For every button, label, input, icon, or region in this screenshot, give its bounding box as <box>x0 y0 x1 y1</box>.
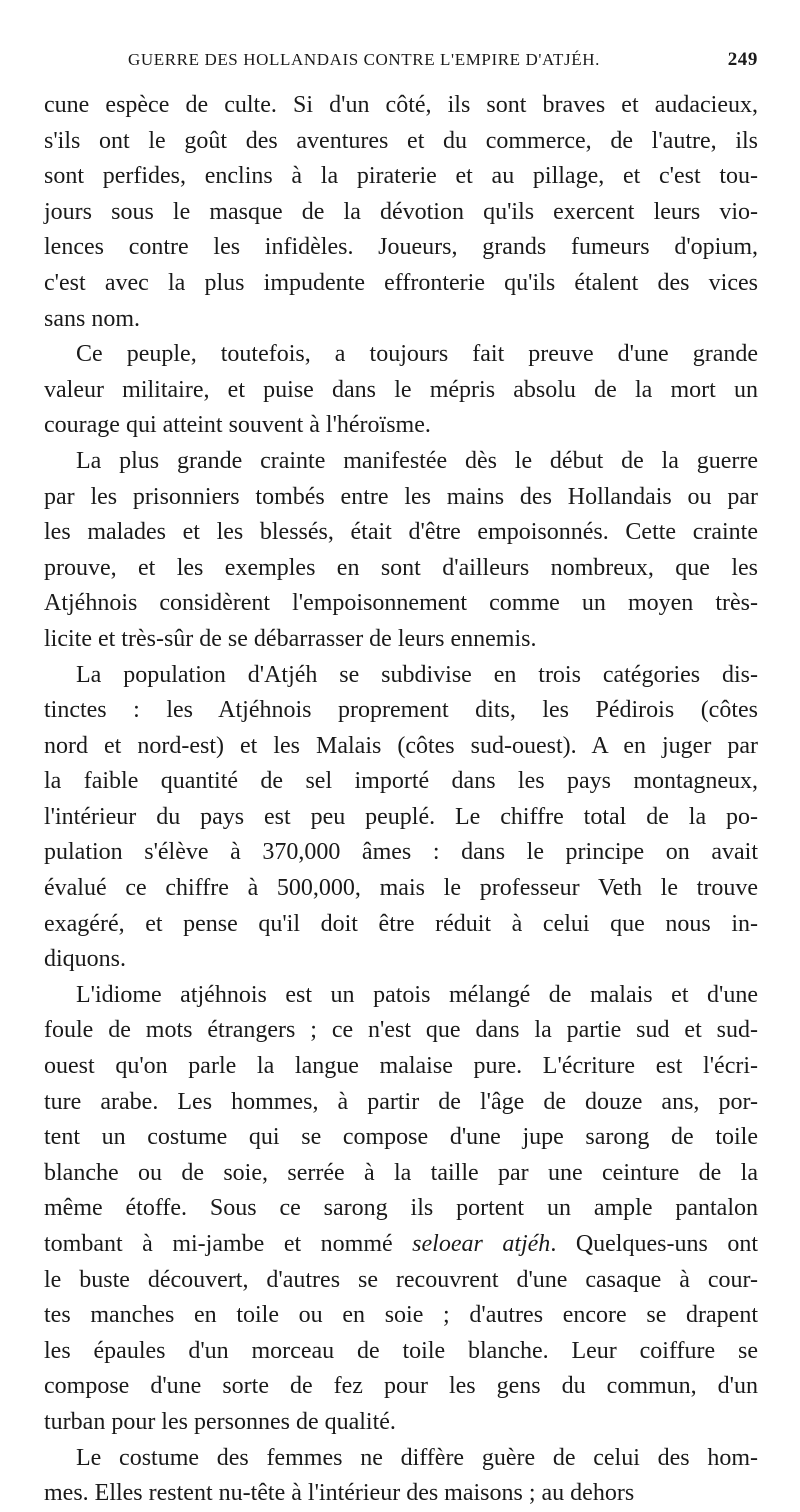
text-line: La plus grande crainte manifestée dès le début de la guerre <box>76 447 758 474</box>
text-line: pulation s'élève à 370,000 âmes : dans le principe on avait <box>44 839 758 866</box>
text-line: évalué ce chiffre à 500,000, mais le professeur Veth le trouve <box>44 875 758 902</box>
text-line: même étoffe. Sous ce sarong ils portent un ample pantalon <box>44 1195 758 1222</box>
running-title: GUERRE DES HOLLANDAIS CONTRE L'EMPIRE D'ATJÉH. <box>128 50 600 69</box>
page-number: 249 <box>727 49 758 70</box>
text-line: tinctes : les Atjéhnois proprement dits, les Pédirois (côtes <box>44 697 758 724</box>
text-line: diquons. <box>44 946 127 973</box>
text-line: ture arabe. Les hommes, à partir de l'âge de douze ans, por- <box>44 1088 758 1115</box>
text-line: Atjéhnois considèrent l'empoisonnement comme un moyen très- <box>44 590 758 617</box>
text-line: le buste découvert, d'autres se recouvrent d'une casaque à cour- <box>44 1266 758 1293</box>
text-line: licite et très-sûr de se débarrasser de leurs ennemis. <box>44 625 537 652</box>
text-line: lences contre les infidèles. Joueurs, grands fumeurs d'opium, <box>44 234 758 261</box>
paragraph <box>44 978 758 1441</box>
text-line: tent un costume qui se compose d'une jupe sarong de toile <box>44 1124 758 1151</box>
text-line: s'ils ont le goût des aventures et du commerce, de l'autre, ils <box>44 127 758 154</box>
text-line: par les prisonniers tombés entre les mains des Hollandais ou par <box>44 483 758 510</box>
document-page <box>44 40 758 1507</box>
text-line: nord et nord-est) et les Malais (côtes sud-ouest). A en juger par <box>44 732 758 759</box>
text-line: jours sous le masque de la dévotion qu'ils exercent leurs vio- <box>44 198 758 225</box>
text-line: blanche ou de soie, serrée à la taille par une ceinture de la <box>44 1159 758 1186</box>
body-text <box>44 88 758 1512</box>
paragraph <box>44 658 758 978</box>
text-line: exagéré, et pense qu'il doit être réduit à celui que nous in- <box>44 910 758 937</box>
text-line: L'idiome atjéhnois est un patois mélangé de malais et d'une <box>76 981 758 1008</box>
text-line: courage qui atteint souvent à l'héroïsme. <box>44 412 431 439</box>
text-line: l'intérieur du pays est peu peuplé. Le chiffre total de la po- <box>44 803 758 830</box>
italic-term: seloear atjéh <box>412 1231 551 1257</box>
text-line: valeur militaire, et puise dans le mépris absolu de la mort un <box>44 376 758 403</box>
text-line: sont perfides, enclins à la piraterie et au pillage, et c'est tou- <box>44 163 758 190</box>
text-line: compose d'une sorte de fez pour les gens du commun, d'un <box>44 1373 758 1400</box>
text-line: Ce peuple, toutefois, a toujours fait preuve d'une grande <box>76 341 758 368</box>
text-line: Le costume des femmes ne diffère guère de celui des hom- <box>76 1444 758 1471</box>
text-line: prouve, et les exemples en sont d'ailleurs nombreux, que les <box>44 554 758 581</box>
text-line: turban pour les personnes de qualité. <box>44 1408 396 1435</box>
text-line: c'est avec la plus impudente effronterie qu'ils étalent des vices <box>44 269 758 296</box>
paragraph <box>44 1441 758 1512</box>
text-line <box>44 1227 758 1263</box>
text-line: les épaules d'un morceau de toile blanche. Leur coiffure se <box>44 1337 758 1364</box>
text-line: mes. Elles restent nu-tête à l'intérieur des maisons ; au dehors <box>44 1480 635 1507</box>
text-line: tes manches en toile ou en soie ; d'autres encore se drapent <box>44 1302 758 1329</box>
paragraph <box>44 88 758 337</box>
text-line: la faible quantité de sel importé dans les pays montagneux, <box>44 768 758 795</box>
text-line: cune espèce de culte. Si d'un côté, ils sont braves et audacieux, <box>44 92 758 118</box>
text-line: foule de mots étrangers ; ce n'est que dans la partie sud et sud- <box>44 1017 758 1044</box>
text-line: La population d'Atjéh se subdivise en trois catégories dis- <box>76 661 758 688</box>
paragraph <box>44 444 758 658</box>
text-line: ouest qu'on parle la langue malaise pure. L'écriture est l'écri- <box>44 1053 758 1080</box>
running-head <box>44 40 758 80</box>
text-line: sans nom. <box>44 305 140 332</box>
text-segment: . Quelques-uns ont <box>550 1231 758 1257</box>
paragraph <box>44 337 758 444</box>
text-segment: tombant à mi-jambe et nommé <box>44 1231 413 1257</box>
text-line: les malades et les blessés, était d'être empoisonnés. Cette crainte <box>44 519 758 546</box>
